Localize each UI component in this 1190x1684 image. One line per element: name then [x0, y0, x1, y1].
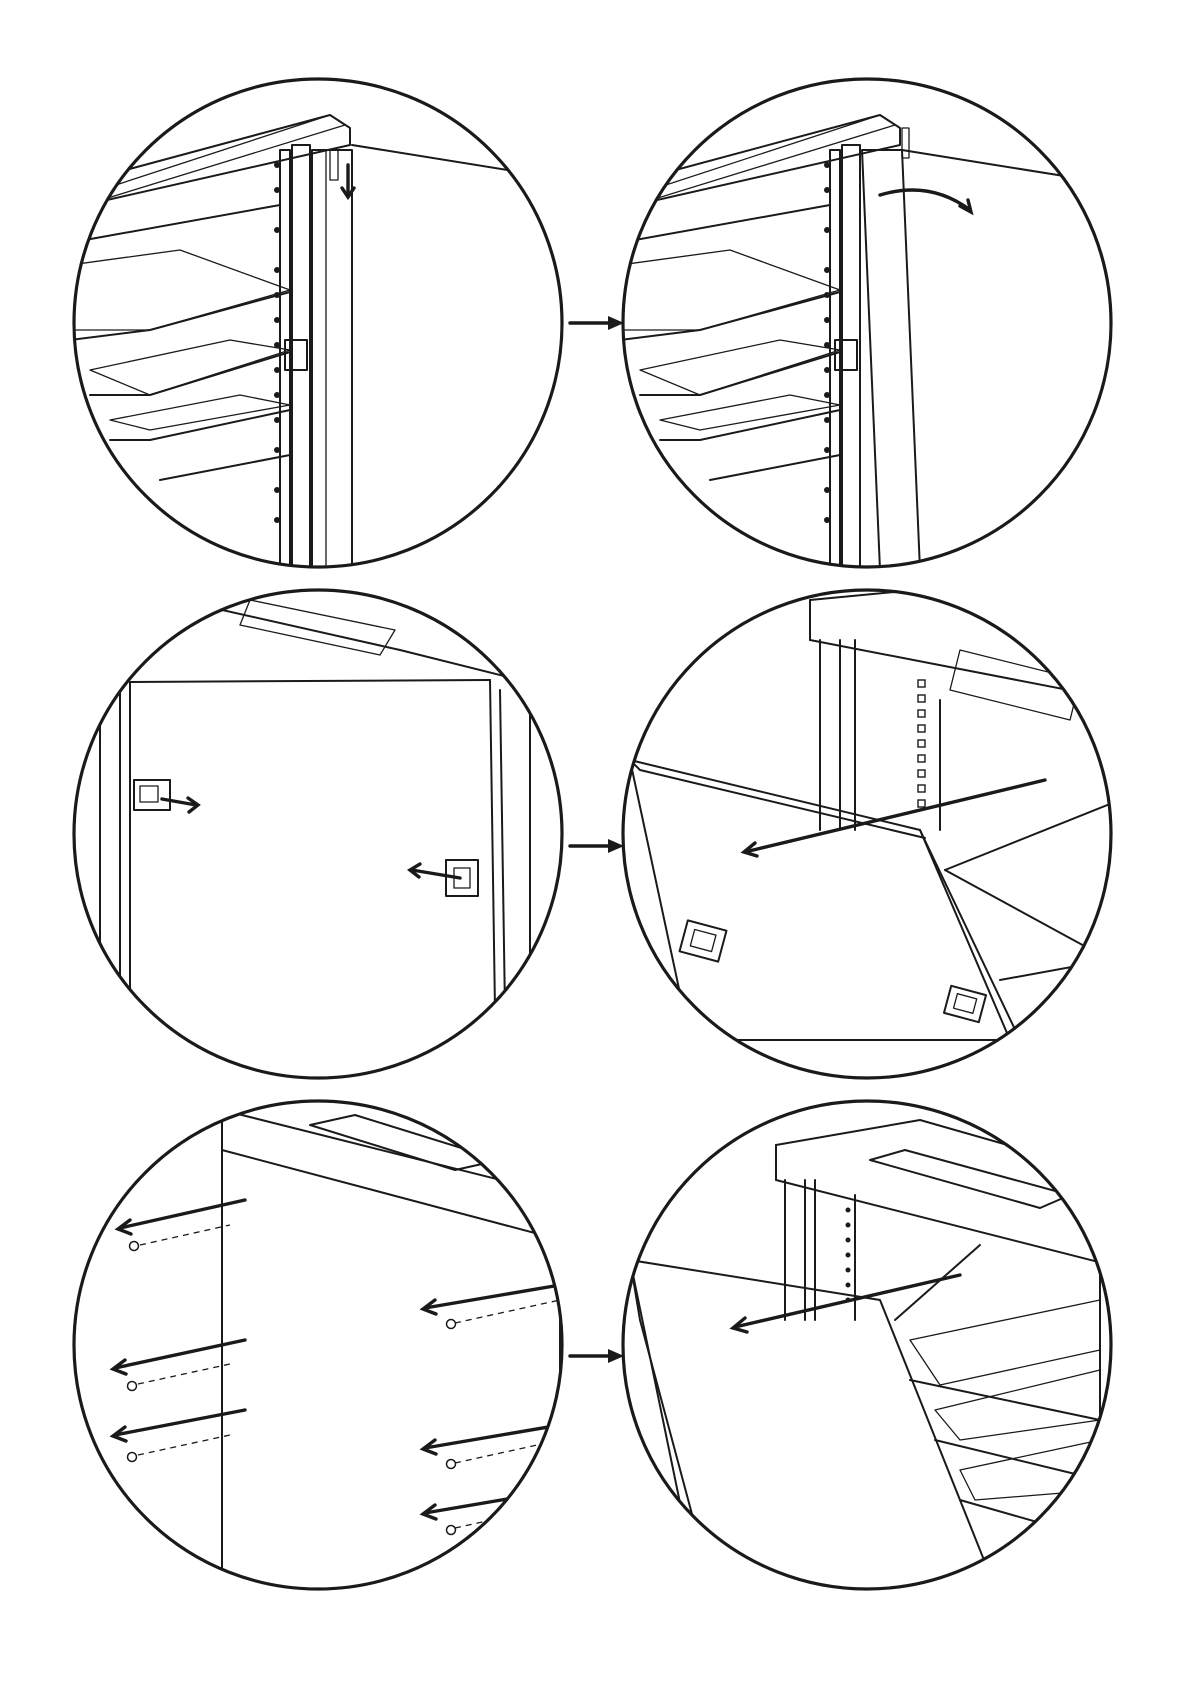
step-arrow-3: [570, 1349, 624, 1363]
panel-2-swing-door-open: [620, 79, 1120, 570]
step-arrow-2: [570, 839, 624, 853]
panel-6-frame: [623, 1101, 1111, 1589]
panel-5-remove-side-screws: [74, 1101, 580, 1600]
panel-5-frame: [74, 1101, 562, 1589]
panel-3-frame: [74, 590, 562, 1078]
step-arrow-1: [570, 316, 624, 330]
panel-4-frame: [623, 590, 1111, 1078]
panel-6-remove-side-panel: [623, 1101, 1130, 1600]
panel-4-remove-door-panel: [623, 580, 1140, 1078]
panel-3-pull-door-handles: [74, 590, 562, 1078]
panel-1-lift-door-pin: [70, 79, 570, 570]
